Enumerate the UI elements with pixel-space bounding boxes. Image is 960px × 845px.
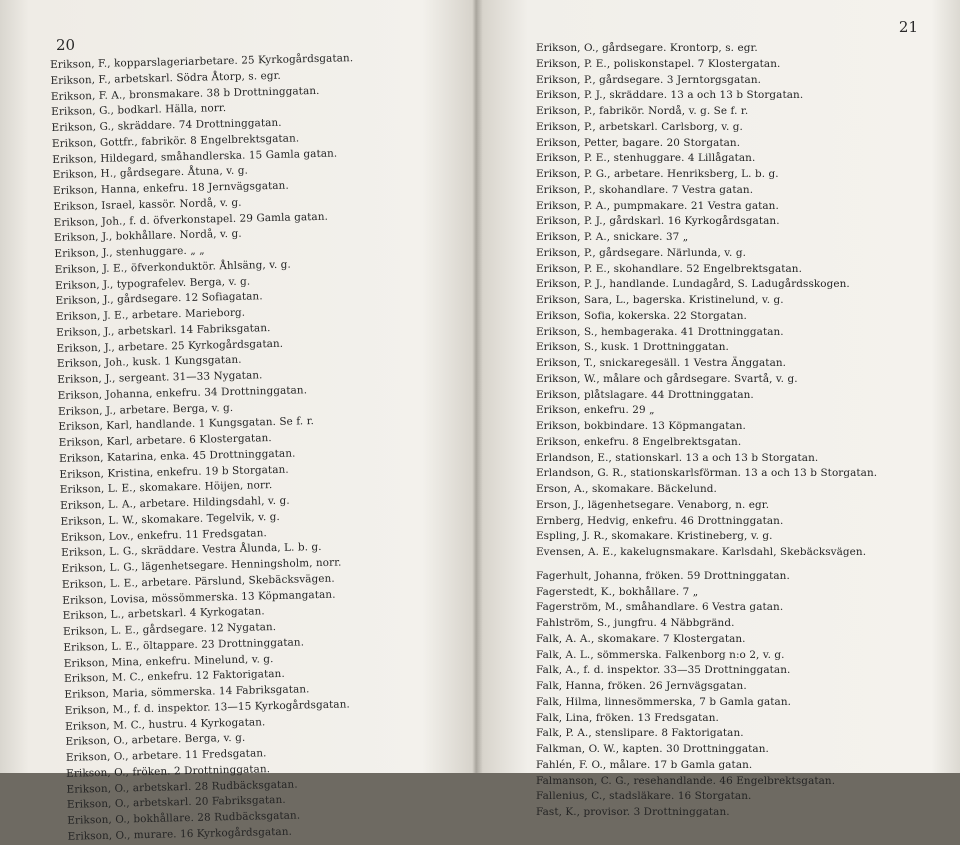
entry-text: Erikson, S., hembageraka. 41 Drottninggatan.: [536, 325, 784, 338]
directory-entry: [536, 262, 877, 278]
entry-text: Erikson, P., gårdsegare. Närlunda, v. g.: [536, 246, 746, 259]
entry-text: Fallenius, C., stadsläkare. 16 Storgatan.: [536, 790, 752, 803]
directory-entry: [536, 277, 877, 293]
directory-entry: [536, 742, 877, 758]
directory-entry: [536, 616, 877, 632]
entry-text: Erikson, bokbindare. 13 Köpmangatan.: [536, 420, 746, 432]
directory-entry: [536, 199, 877, 215]
entry-text: Erikson, F., kopparslageriarbetare. 25 Kyrkogårdsgatan.: [50, 52, 354, 71]
entry-text: Falk, A., f. d. inspektor. 33—35 Drottninggatan.: [536, 664, 791, 677]
entry-text: Ernberg, Hedvig, enkefru. 46 Drottninggatan.: [536, 514, 784, 527]
entry-text: Erikson, F. A., bronsmakare. 38 b Drottninggatan.: [50, 84, 320, 103]
entry-text: Fast, K., provisor. 3 Drottninggatan.: [536, 806, 730, 818]
directory-entry: [536, 403, 877, 419]
entry-text: Erikson, O., fröken. 2 Drottninggatan.: [66, 762, 271, 780]
entry-text: Erikson, Israel, kassör. Nordå, v. g.: [53, 196, 242, 213]
directory-entry: [536, 451, 877, 467]
entry-text: Erikson, Katarina, enka. 45 Drottninggatan.: [58, 447, 296, 465]
entry-text: Erikson, T., snickaregesäll. 1 Vestra Änggatan.: [536, 357, 787, 369]
entry-text: Erlandson, G. R., stationskarlsförman. 13 a och 13 b Storgatan.: [536, 467, 878, 480]
entry-text: Erikson, J. E., öfverkonduktör. Åhlsäng, v. g.: [54, 258, 292, 276]
entry-text: Erikson, L. G., skräddare. Vestra Ålunda, L. b. g.: [61, 541, 322, 560]
entry-text: Erikson, plåtslagare. 44 Drottninggatan.: [536, 388, 754, 401]
directory-entry: [536, 57, 877, 73]
entry-text: Erikson, P. A., snickare. 37 „: [536, 231, 689, 243]
directory-entry: [536, 120, 877, 136]
directory-entry: [536, 482, 877, 498]
entry-text: Erikson, P., skohandlare. 7 Vestra gatan.: [536, 183, 754, 196]
entry-text: Erikson, J., gårdsegare. 12 Sofiagatan.: [55, 290, 263, 308]
entry-text: Erikson, S., kusk. 1 Drottninggatan.: [536, 341, 729, 354]
entry-text: Erson, J., lägenhetsegare. Venaborg, n. egr.: [536, 498, 770, 511]
entry-text: Erikson, J., arbetskarl. 14 Fabriksgatan.: [56, 321, 271, 339]
entry-text: Fahlén, F. O., målare. 17 b Gamla gatan.: [536, 758, 753, 771]
entry-text: Espling, J. R., skomakare. Kristineberg, v. g.: [536, 530, 773, 543]
entry-text: Erikson, Karl, handlande. 1 Kungsgatan. Se f. r.: [58, 415, 315, 434]
directory-entry: [536, 214, 877, 230]
entry-text: Erikson, L. A., arbetare. Hildingsdahl, v. g.: [60, 494, 290, 512]
entry-text: Erikson, J., stenhuggare. „ „: [54, 244, 205, 260]
directory-entry: [536, 498, 877, 514]
entry-text: Erikson, P. E., stenhuggare. 4 Lillågatan.: [536, 152, 756, 165]
right-directory-list: [536, 41, 877, 821]
directory-entry: [536, 151, 877, 167]
directory-entry: [536, 356, 877, 372]
entry-text: Erikson, Sofia, kokerska. 22 Storgatan.: [536, 309, 747, 322]
left-page-number: 20: [56, 36, 76, 54]
entry-text: Falk, A. L., sömmerska. Falkenborg n:o 2, v. g.: [536, 648, 785, 661]
directory-entry: [536, 514, 877, 530]
entry-text: Erikson, M., f. d. inspektor. 13—15 Kyrkogårdsgatan.: [64, 698, 350, 717]
directory-entry: [536, 246, 877, 262]
entry-text: Erikson, Maria, sömmerska. 14 Fabriksgatan.: [64, 683, 310, 701]
directory-entry: [536, 663, 877, 679]
entry-text: Erson, A., skomakare. Bäckelund.: [536, 483, 717, 495]
directory-entry: [536, 325, 877, 341]
directory-entry: [536, 632, 877, 648]
directory-entry: [536, 679, 877, 695]
directory-entry: [536, 435, 877, 451]
entry-text: Erikson, enkefru. 8 Engelbrektsgatan.: [536, 435, 742, 448]
directory-entry: [536, 230, 877, 246]
entry-text: Evensen, A. E., kakelugnsmakare. Karlsdahl, Skebäcksvägen.: [536, 546, 867, 558]
directory-entry: [536, 711, 877, 727]
entry-text: Erikson, L. G., lägenhetsegare. Henningsholm, norr.: [61, 556, 342, 575]
directory-entry: [536, 600, 877, 616]
directory-entry: [536, 466, 877, 482]
entry-text: Erikson, Hanna, enkefru. 18 Jernvägsgatan.: [52, 179, 289, 197]
directory-entry: [536, 529, 877, 545]
directory-entry: [536, 309, 877, 325]
entry-text: Erikson, J., arbetare. 25 Kyrkogårdsgatan.: [56, 337, 284, 355]
directory-entry: [536, 789, 877, 805]
entry-text: Erikson, J., typografelev. Berga, v. g.: [55, 275, 251, 292]
entry-text: Erikson, J., sergeant. 31—33 Nygatan.: [57, 369, 263, 386]
directory-entry: [536, 388, 877, 404]
entry-text: Erikson, P. G., arbetare. Henriksberg, L. b. g.: [536, 168, 779, 180]
entry-text: Erikson, J., bokhållare. Nordå, v. g.: [53, 227, 242, 245]
entry-text: Erikson, Mina, enkefru. Minelund, v. g.: [63, 652, 274, 670]
entry-text: Erikson, O., gårdsegare. Krontorp, s. egr.: [536, 42, 758, 54]
entry-text: Fagerström, M., småhandlare. 6 Vestra gatan.: [536, 601, 784, 614]
entry-text: Erikson, P. E., skohandlare. 52 Engelbrektsgatan.: [536, 262, 803, 275]
left-page: [0, 0, 470, 843]
directory-entry: [536, 569, 877, 585]
directory-entry: [536, 340, 877, 356]
directory-entry: [536, 372, 877, 388]
directory-entry: [536, 419, 877, 435]
entry-text: Falk, A. A., skomakare. 7 Klostergatan.: [536, 632, 746, 645]
section-spacer: [536, 561, 877, 569]
entry-text: Erikson, Hildegard, småhandlerska. 15 Gamla gatan.: [52, 147, 338, 166]
entry-text: Erikson, M. C., enkefru. 12 Faktorigatan.: [63, 668, 285, 686]
directory-entry: [536, 695, 877, 711]
entry-text: Falkman, O. W., kapten. 30 Drottninggatan.: [536, 743, 769, 755]
entry-text: Falk, P. A., stenslipare. 8 Faktorigatan.: [536, 727, 744, 740]
entry-text: Erikson, L. E., skomakare. Höijen, norr.: [59, 479, 273, 497]
directory-entry: [536, 167, 877, 183]
entry-text: Erikson, Joh., kusk. 1 Kungsgatan.: [56, 353, 242, 371]
entry-text: Erikson, G., skräddare. 74 Drottninggatan.: [51, 116, 282, 134]
entry-text: Erikson, J., arbetare. Berga, v. g.: [57, 401, 234, 418]
entry-text: Erikson, O., arbetskarl. 20 Fabriksgatan.: [66, 794, 286, 812]
left-directory-list: [50, 51, 371, 845]
entry-text: Erikson, L. E., arbetare. Pärslund, Skebäcksvägen.: [61, 572, 335, 591]
entry-text: Erikson, O., arbetskarl. 28 Rudbäcksgatan.: [66, 778, 298, 796]
directory-entry: [536, 293, 877, 309]
entry-text: Erikson, L. E., öltappare. 23 Drottninggatan.: [63, 636, 305, 654]
entry-text: Erikson, P., arbetskarl. Carlsborg, v. g.: [536, 120, 743, 133]
entry-text: Fagerstedt, K., bokhållare. 7 „: [536, 585, 699, 598]
entry-text: Fahlström, S., jungfru. 4 Näbbgränd.: [536, 617, 735, 629]
entry-text: Erikson, M. C., hustru. 4 Kyrkogatan.: [65, 715, 266, 733]
directory-entry: [536, 41, 877, 57]
entry-text: Erikson, P. J., skräddare. 13 a och 13 b Storgatan.: [536, 89, 804, 102]
entry-text: Falk, Lina, fröken. 13 Fredsgatan.: [536, 711, 719, 724]
entry-text: Erikson, L., arbetskarl. 4 Kyrkogatan.: [62, 605, 265, 623]
entry-text: Erikson, P., gårdsegare. 3 Jerntorgsgatan.: [536, 73, 762, 86]
entry-text: Erikson, H., gårdsegare. Åtuna, v. g.: [52, 164, 249, 182]
entry-text: Erikson, O., bokhållare. 28 Rudbäcksgatan.: [67, 809, 301, 827]
entry-text: Erikson, Petter, bagare. 20 Storgatan.: [536, 136, 741, 149]
entry-text: Erikson, W., målare och gårdsegare. Svartå, v. g.: [536, 372, 798, 385]
entry-text: Erikson, Johanna, enkefru. 34 Drottninggatan.: [57, 384, 308, 402]
entry-text: Erikson, O., arbetare. 11 Fredsgatan.: [65, 747, 267, 764]
directory-entry: [536, 136, 877, 152]
directory-entry: [536, 758, 877, 774]
directory-entry: [536, 73, 877, 89]
entry-text: Fagerhult, Johanna, fröken. 59 Drottninggatan.: [536, 569, 790, 582]
directory-entry: [536, 726, 877, 742]
directory-entry: [536, 648, 877, 664]
entry-text: Erikson, Lov., enkefru. 11 Fredsgatan.: [60, 526, 267, 544]
entry-text: Erikson, G., bodkarl. Hälla, norr.: [51, 102, 227, 119]
directory-entry: [536, 545, 877, 561]
entry-text: Falk, Hilma, linnesömmerska, 7 b Gamla gatan.: [536, 695, 792, 708]
entry-text: Erikson, O., murare. 16 Kyrkogårdsgatan.: [67, 825, 293, 843]
entry-text: Erikson, L. E., gårdsegare. 12 Nygatan.: [62, 621, 277, 638]
entry-text: Erikson, P. A., pumpmakare. 21 Vestra gatan.: [536, 199, 779, 212]
entry-text: Falk, Hanna, fröken. 26 Jernvägsgatan.: [536, 680, 747, 692]
entry-text: Falmanson, C. G., resehandlande. 46 Engelbrektsgatan.: [536, 774, 836, 787]
entry-text: Erikson, O., arbetare. Berga, v. g.: [65, 731, 246, 749]
entry-text: Erikson, P. J., handlande. Lundagård, S. Ladugårdsskogen.: [536, 278, 850, 291]
entry-text: Erikson, P. E., poliskonstapel. 7 Klostergatan.: [536, 57, 781, 70]
entry-text: Erikson, Gottfr., fabrikör. 8 Engelbrektsgatan.: [51, 132, 300, 150]
directory-entry: [536, 183, 877, 199]
entry-text: Erikson, P. J., gårdskarl. 16 Kyrkogårdsgatan.: [536, 215, 780, 228]
entry-text: Erikson, P., fabrikör. Nordå, v. g. Se f. r.: [536, 105, 749, 117]
directory-entry: [536, 585, 877, 601]
entry-text: Erikson, Joh., f. d. öfverkonstapel. 29 Gamla gatan.: [53, 210, 329, 229]
right-page: [484, 0, 960, 818]
right-page-number: 21: [898, 18, 918, 36]
entry-text: Erikson, J. E., arbetare. Marieborg.: [55, 306, 246, 323]
directory-entry: [536, 88, 877, 104]
entry-text: Erikson, L. W., skomakare. Tegelvik, v. g.: [60, 510, 280, 528]
directory-entry: [536, 774, 877, 790]
entry-text: Erikson, Karl, arbetare. 6 Klostergatan.: [58, 432, 272, 449]
entry-text: Erikson, enkefru. 29 „: [536, 404, 655, 417]
entry-text: Erikson, Sara, L., bagerska. Kristinelund, v. g.: [536, 294, 784, 306]
entry-text: Erikson, F., arbetskarl. Södra Åtorp, s. egr.: [50, 69, 282, 87]
entry-text: Erikson, Kristina, enkefru. 19 b Storgatan.: [59, 463, 289, 481]
directory-entry: [536, 104, 877, 120]
directory-entry: [536, 805, 877, 821]
entry-text: Erikson, Lovisa, mössömmerska. 13 Köpmangatan.: [62, 588, 336, 607]
entry-text: Erlandson, E., stationskarl. 13 a och 13 b Storgatan.: [536, 451, 819, 464]
